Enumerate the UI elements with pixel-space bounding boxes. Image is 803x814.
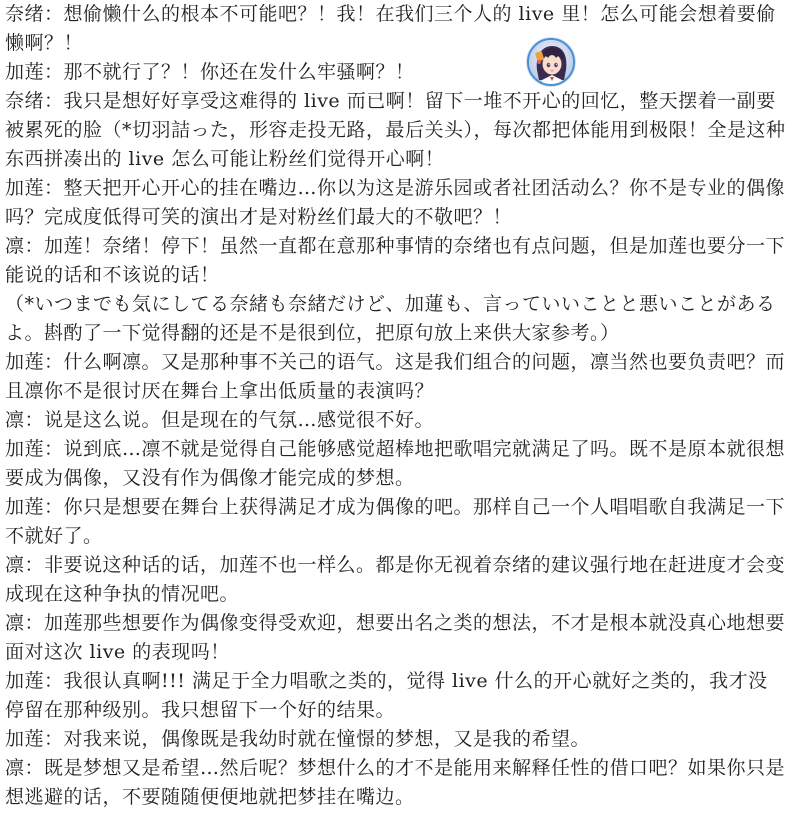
dialogue-entry <box>5 87 803 174</box>
anime-character-avatar-icon <box>529 40 573 84</box>
dialogue-line: 加莲：你只是想要在舞台上获得满足才成为偶像的吧。那样自己一个人唱唱歌自我满足一下 <box>5 496 786 518</box>
dialogue-line: 不就好了。 <box>5 525 103 547</box>
dialogue-line: 吗？完成度低得可笑的演出才是对粉丝们最大的不敬吧？！ <box>5 206 513 228</box>
dialogue-entry <box>5 0 803 58</box>
dialogue-line: 且凛你不是很讨厌在舞台上拿出低质量的表演吗？ <box>5 380 435 402</box>
dialogue-line: 奈绪：我只是想好好享受这难得的 live 而已啊！留下一堆不开心的回忆，整天摆着一副要 <box>5 90 776 112</box>
dialogue-line: 凛：加莲！奈绪！停下！虽然一直都在意那种事情的奈绪也有点问题，但是加莲也要分一下 <box>5 235 786 257</box>
dialogue-line: 东西拼凑出的 live 怎么可能让粉丝们觉得开心啊！ <box>5 148 445 170</box>
dialogue-line: よ。斟酌了一下觉得翻的还是不是很到位，把原句放上来供大家参考。） <box>5 322 620 344</box>
dialogue-line: 成现在这种争执的情况吧。 <box>5 583 240 605</box>
dialogue-line: 加莲：那不就行了？！你还在发什么牢骚啊？！ <box>5 61 415 83</box>
dialogue-line: 奈绪：想偷懒什么的根本不可能吧？！我！在我们三个人的 live 里！怎么可能会想着要偷 <box>5 3 776 25</box>
dialogue-entry <box>5 435 803 493</box>
avatar[interactable] <box>527 38 575 86</box>
dialogue-line: 想逃避的话，不要随随便便地就把梦挂在嘴边。 <box>5 786 415 808</box>
dialogue-line: 加莲：整天把开心开心的挂在嘴边…你以为这是游乐园或者社团活动么？你不是专业的偶像 <box>5 177 786 199</box>
dialogue-entry <box>5 754 803 812</box>
dialogue-line: 凛：既是梦想又是希望…然后呢？梦想什么的才不是能用来解释任性的借口吧？如果你只是 <box>5 757 786 779</box>
translator-note <box>5 290 803 348</box>
dialogue-line: 被累死的脸（*切羽詰った，形容走投无路，最后关头），每次都把体能用到极限！全是这种 <box>5 119 786 141</box>
dialogue-line: （*いつまでも気にしてる奈緒も奈緒だけど、加蓮も、言っていいことと悪いことがある <box>5 293 776 315</box>
dialogue-entry <box>5 609 803 667</box>
dialogue-line: 加莲：我很认真啊!!! 满足于全力唱歌之类的，觉得 live 什么的开心就好之类的，我才没 <box>5 670 768 692</box>
dialogue-entry <box>5 58 803 87</box>
dialogue-line: 加莲：说到底…凛不就是觉得自己能够感觉超棒地把歌唱完就满足了吗。既不是原本就很想 <box>5 438 786 460</box>
dialogue-line: 凛：说是这么说。但是现在的气氛…感觉很不好。 <box>5 409 435 431</box>
dialogue-line: 能说的话和不该说的话！ <box>5 264 220 286</box>
dialogue-entry <box>5 348 803 406</box>
dialogue-entry <box>5 667 803 725</box>
dialogue-line: 要成为偶像，又没有作为偶像才能完成的梦想。 <box>5 467 415 489</box>
dialogue-line: 凛：加莲那些想要作为偶像变得受欢迎，想要出名之类的想法，不才是根本就没真心地想要 <box>5 612 786 634</box>
dialogue-entry <box>5 551 803 609</box>
dialogue-line: 加莲：什么啊凛。又是那种事不关己的语气。这是我们组合的问题，凛当然也要负责吧？而 <box>5 351 786 373</box>
dialogue-line: 懒啊？！ <box>5 32 84 54</box>
dialogue-line: 停留在那种级别。我只想留下一个好的结果。 <box>5 699 396 721</box>
dialogue-line: 面对这次 live 的表现吗！ <box>5 641 230 663</box>
dialogue-entry <box>5 232 803 290</box>
dialogue-entry <box>5 174 803 232</box>
dialogue-line: 凛：非要说这种话的话，加莲不也一样么。都是你无视着奈绪的建议强行地在赶进度才会变 <box>5 554 786 576</box>
dialogue-entry <box>5 493 803 551</box>
dialogue-line: 加莲：对我来说，偶像既是我幼时就在憧憬的梦想，又是我的希望。 <box>5 728 591 750</box>
dialogue-entry <box>5 406 803 435</box>
dialogue-entry <box>5 725 803 754</box>
